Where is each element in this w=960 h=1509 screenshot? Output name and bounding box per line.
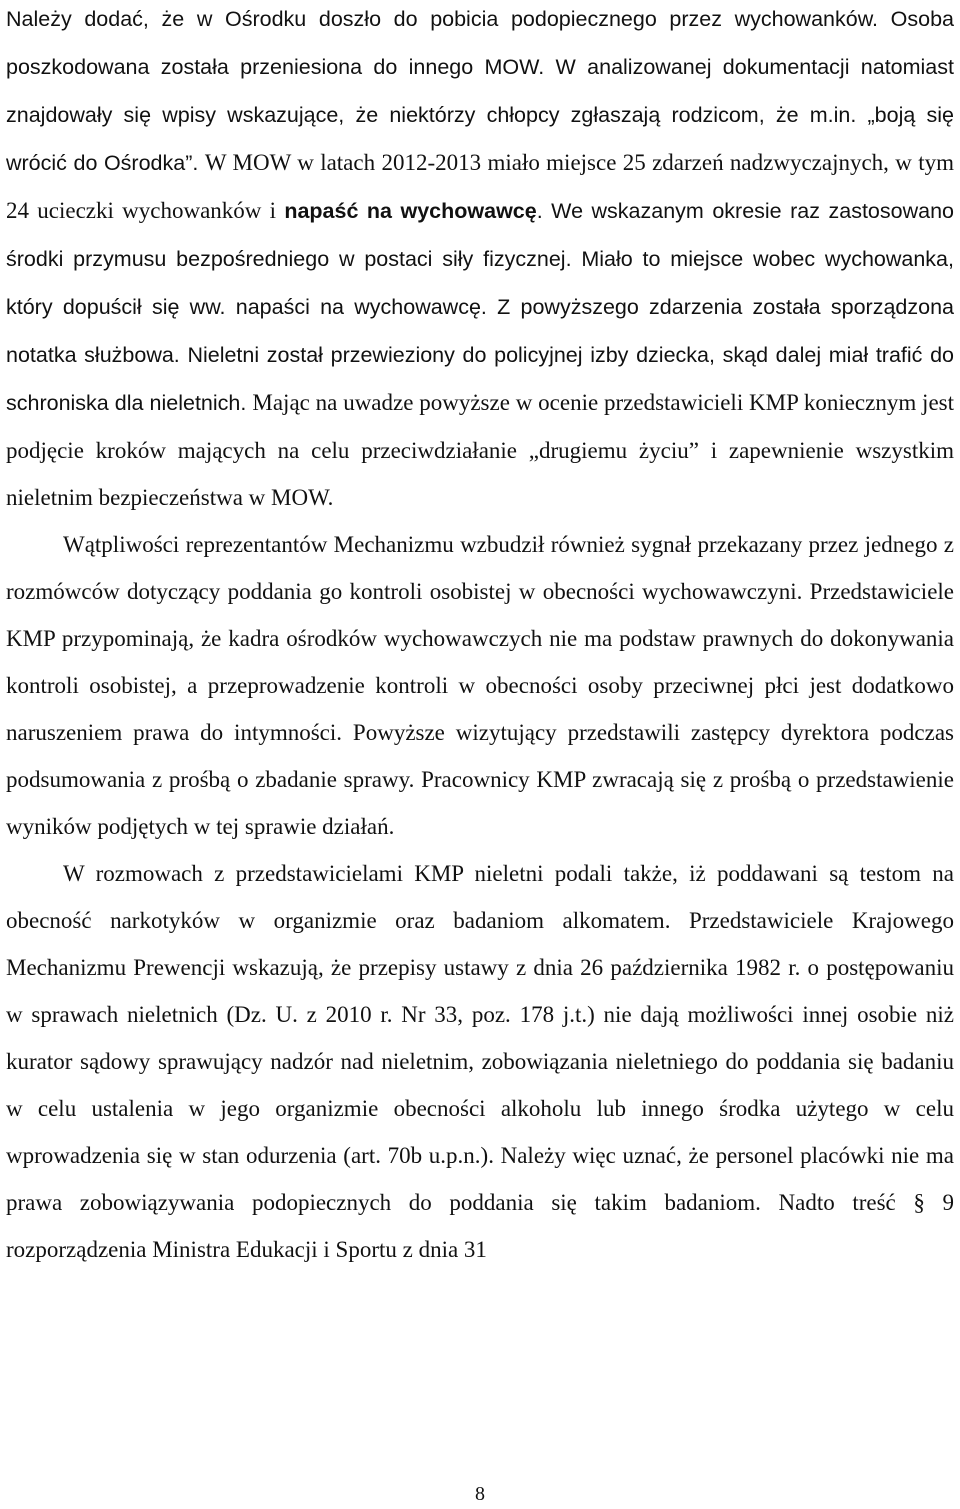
- document-body: [6, 0, 954, 1273]
- paragraph-incidents: [6, 0, 954, 521]
- text-run: W rozmowach z przedstawicielami KMP nieletni podali także, iż poddawani są testom na obecność narkotyków w organizmie oraz badaniom alkomatem. Przedstawiciele Krajowego Mechanizmu Prewencji wskazują, że przepisy ustawy z dnia 26 października 1982 r. o postępowaniu w sprawach nieletnich (Dz. U. z 2010 r. Nr 33, poz. 178 j.t.) nie dają możliwości innej osobie niż kurator sądowy sprawujący nadzór nad nieletnim, zobowiązania nieletniego do poddania się badaniu w celu ustalenia w jego organizmie obecności alkoholu lub innego środka użytego w celu wprowadzenia się w stan odurzenia (art. 70b u.p.n.). Należy więc uznać, że personel placówki nie ma prawa zobowiązywania podopiecznych do poddania się takim badaniom. Nadto treść § 9 rozporządzenia Ministra Edukacji i Sportu z dnia 31: [6, 861, 954, 1262]
- page-number: 8: [475, 1483, 485, 1505]
- text-run: Wątpliwości reprezentantów Mechanizmu wzbudził również sygnał przekazany przez jednego z rozmówców dotyczący poddania go kontroli osobistej w obecności wychowawczyni. Przedstawiciele KMP przypominają, że kadra ośrodków wychowawczych nie ma podstaw prawnych do dokonywania kontroli osobistej, a przeprowadzenie kontroli w obecności osoby przeciwnej płci jest dodatkowo naruszeniem prawa do intymności. Powyższe wizytujący przedstawili zastępcy dyrektora podczas podsumowania z prośbą o zbadanie sprawy. Pracownicy KMP zwracają się z prośbą o przedstawienie wyników podjętych w tej sprawie działań.: [6, 532, 954, 839]
- paragraph-drug-tests: [6, 850, 954, 1273]
- text-run: Mając na uwadze powyższe w ocenie przedstawicieli KMP koniecznym jest podjęcie kroków mających na celu przeciwdziałanie „drugiemu życiu” i zapewnienie wszystkim nieletnim bezpieczeństwa w MOW.: [6, 390, 954, 510]
- paragraph-personal-search: [6, 521, 954, 850]
- text-run: W MOW w latach 2012-2013 miało miejsce 25 zdarzeń nadzwyczajnych, w tym 24 ucieczki wychowanków i: [6, 150, 954, 223]
- text-run: Należy dodać, że w Ośrodku doszło do pobicia podopiecznego przez wychowanków. Osoba poszkodowana została przeniesiona do innego MOW. W analizowanej dokumentacji natomiast znajdowały się wpisy wskazujące, że niektórzy chłopcy zgłaszają rodzicom, że m.in. „boją się wrócić do Ośrodka”.: [6, 7, 954, 175]
- bold-text-run: napaść na wychowawcę: [284, 199, 537, 223]
- text-run: . We wskazanym okresie raz zastosowano środki przymusu bezpośredniego w postaci siły fizycznej. Miało to miejsce wobec wychowanka, który dopuścił się ww. napaści na wychowawcę. Z powyższego zdarzenia została sporządzona notatka służbowa. Nieletni został przewieziony do policyjnej izby dziecka, skąd dalej miał trafić do schroniska dla nieletnich.: [6, 199, 954, 415]
